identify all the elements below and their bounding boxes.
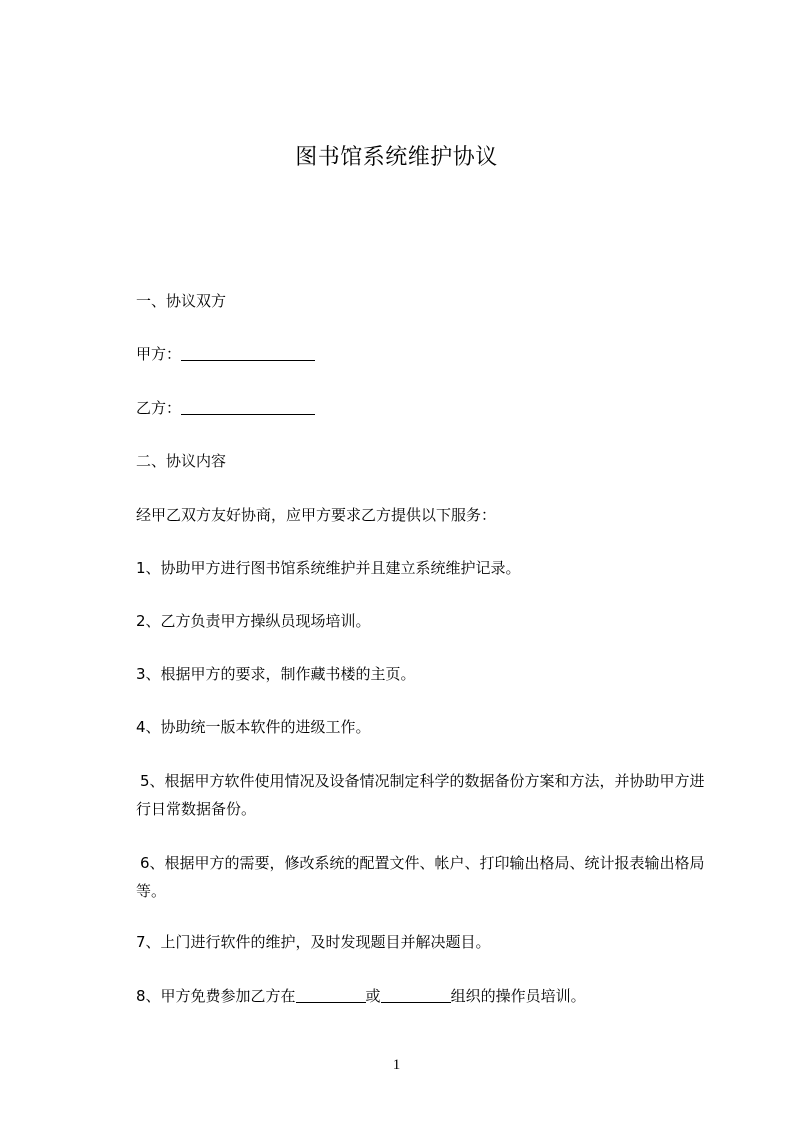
list-item: 2、乙方负责甲方操纵员现场培训。: [136, 612, 371, 630]
party-a-label: 甲方：: [136, 345, 182, 363]
list-item: 6、根据甲方的需要，修改系统的配置文件、帐户、打印输出格局、统计报表输出格局等。: [136, 854, 705, 900]
document-title: 图书馆系统维护协议: [295, 145, 498, 170]
list-item: 4、协助统一版本软件的进级工作。: [136, 718, 371, 736]
list-item: 5、根据甲方软件使用情况及设备情况制定科学的数据备份方案和方法，并协助甲方进行日常数据备份。: [136, 772, 705, 818]
section-heading-parties: 一、协议双方: [136, 292, 227, 310]
training-text-end: 组织的操作员培训。: [450, 987, 586, 1005]
party-b-label: 乙方：: [136, 399, 182, 417]
intro-paragraph: 经甲乙双方友好协商，应甲方要求乙方提供以下服务：: [136, 506, 497, 524]
party-b-line: [136, 394, 315, 422]
party-a-blank[interactable]: [181, 345, 315, 361]
training-location-blank-1[interactable]: [296, 987, 366, 1003]
list-item: 7、上门进行软件的维护，及时发现题目并解决题目。: [136, 933, 491, 951]
list-item: 1、协助甲方进行图书馆系统维护并且建立系统维护记录。: [136, 559, 521, 577]
party-b-blank[interactable]: [181, 399, 315, 415]
training-text-or: 或: [365, 987, 381, 1005]
party-a-line: [136, 340, 315, 368]
list-item: 3、根据甲方的要求，制作藏书楼的主页。: [136, 665, 416, 683]
section-heading-content: 二、协议内容: [136, 452, 227, 470]
training-text-start: 8、甲方免费参加乙方在: [136, 987, 296, 1005]
list-item-training: [136, 982, 586, 1010]
page-number: 1: [392, 1057, 401, 1073]
training-location-blank-2[interactable]: [381, 987, 451, 1003]
